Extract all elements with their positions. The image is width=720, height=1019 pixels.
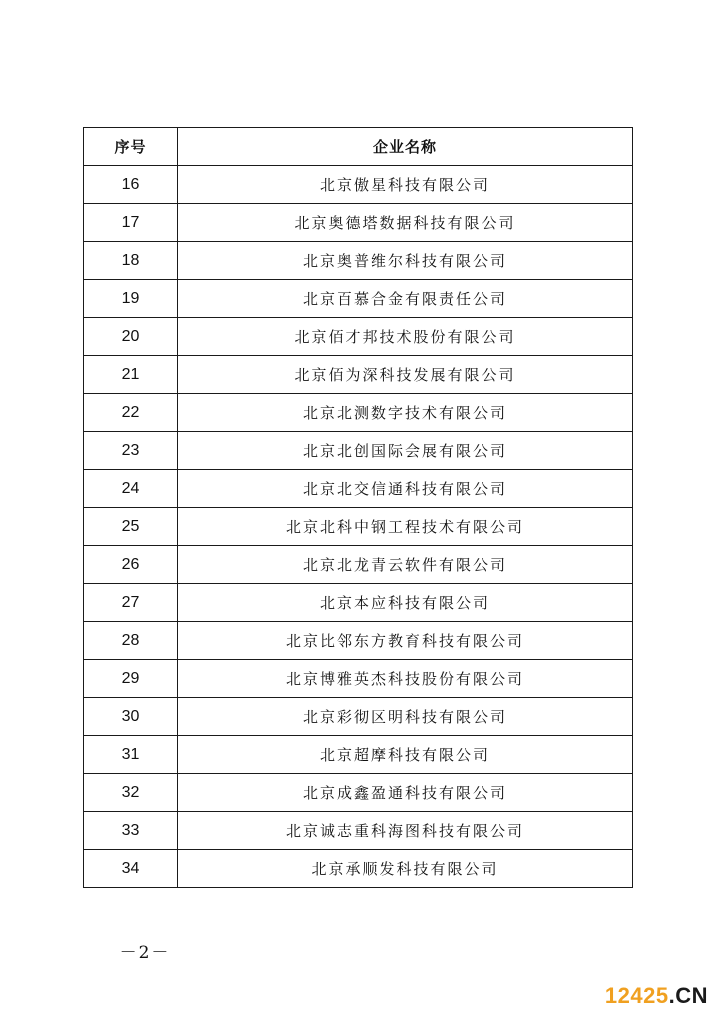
table-row [84,546,633,584]
table-row [84,774,633,812]
row-company-name: 北京博雅英杰科技股份有限公司 [178,660,633,698]
table-row [84,166,633,204]
row-serial-number: 29 [84,660,178,698]
table-row [84,280,633,318]
header-serial-number: 序号 [84,128,178,166]
row-company-name: 北京佰为深科技发展有限公司 [178,356,633,394]
row-company-name: 北京本应科技有限公司 [178,584,633,622]
row-company-name: 北京成鑫盈通科技有限公司 [178,774,633,812]
watermark-main-text: 12425 [604,983,669,1008]
table-row [84,204,633,242]
row-serial-number: 34 [84,850,178,888]
row-serial-number: 28 [84,622,178,660]
row-company-name: 北京比邻东方教育科技有限公司 [178,622,633,660]
row-company-name: 北京北创国际会展有限公司 [178,432,633,470]
company-table [83,127,633,888]
table-body [84,166,633,888]
page-number: －2－ [119,943,171,963]
row-serial-number: 26 [84,546,178,584]
table-row [84,622,633,660]
row-company-name: 北京百慕合金有限责任公司 [178,280,633,318]
table-row [84,242,633,280]
row-serial-number: 19 [84,280,178,318]
row-serial-number: 22 [84,394,178,432]
row-company-name: 北京彩彻区明科技有限公司 [178,698,633,736]
table-row [84,508,633,546]
table-header-row [84,128,633,166]
row-company-name: 北京北龙青云软件有限公司 [178,546,633,584]
row-serial-number: 31 [84,736,178,774]
row-serial-number: 23 [84,432,178,470]
row-serial-number: 20 [84,318,178,356]
row-serial-number: 32 [84,774,178,812]
row-serial-number: 27 [84,584,178,622]
row-serial-number: 21 [84,356,178,394]
row-company-name: 北京北测数字技术有限公司 [178,394,633,432]
row-company-name: 北京北科中钢工程技术有限公司 [178,508,633,546]
table-row [84,470,633,508]
site-watermark [605,983,708,1009]
row-company-name: 北京超摩科技有限公司 [178,736,633,774]
row-serial-number: 30 [84,698,178,736]
row-company-name: 北京奥德塔数据科技有限公司 [178,204,633,242]
header-company-name: 企业名称 [178,128,633,166]
row-company-name: 北京奥普维尔科技有限公司 [178,242,633,280]
row-company-name: 北京诚志重科海图科技有限公司 [178,812,633,850]
row-company-name: 北京北交信通科技有限公司 [178,470,633,508]
table-row [84,850,633,888]
table-row [84,736,633,774]
row-company-name: 北京承顺发科技有限公司 [178,850,633,888]
row-company-name: 北京傲星科技有限公司 [178,166,633,204]
row-serial-number: 18 [84,242,178,280]
row-serial-number: 25 [84,508,178,546]
row-company-name: 北京佰才邦技术股份有限公司 [178,318,633,356]
table-row [84,318,633,356]
table-row [84,698,633,736]
table-row [84,356,633,394]
watermark-suffix-text: .CN [668,983,708,1008]
row-serial-number: 17 [84,204,178,242]
table-row [84,660,633,698]
row-serial-number: 24 [84,470,178,508]
table-row [84,812,633,850]
row-serial-number: 33 [84,812,178,850]
table-row [84,584,633,622]
row-serial-number: 16 [84,166,178,204]
table-row [84,432,633,470]
table-row [84,394,633,432]
